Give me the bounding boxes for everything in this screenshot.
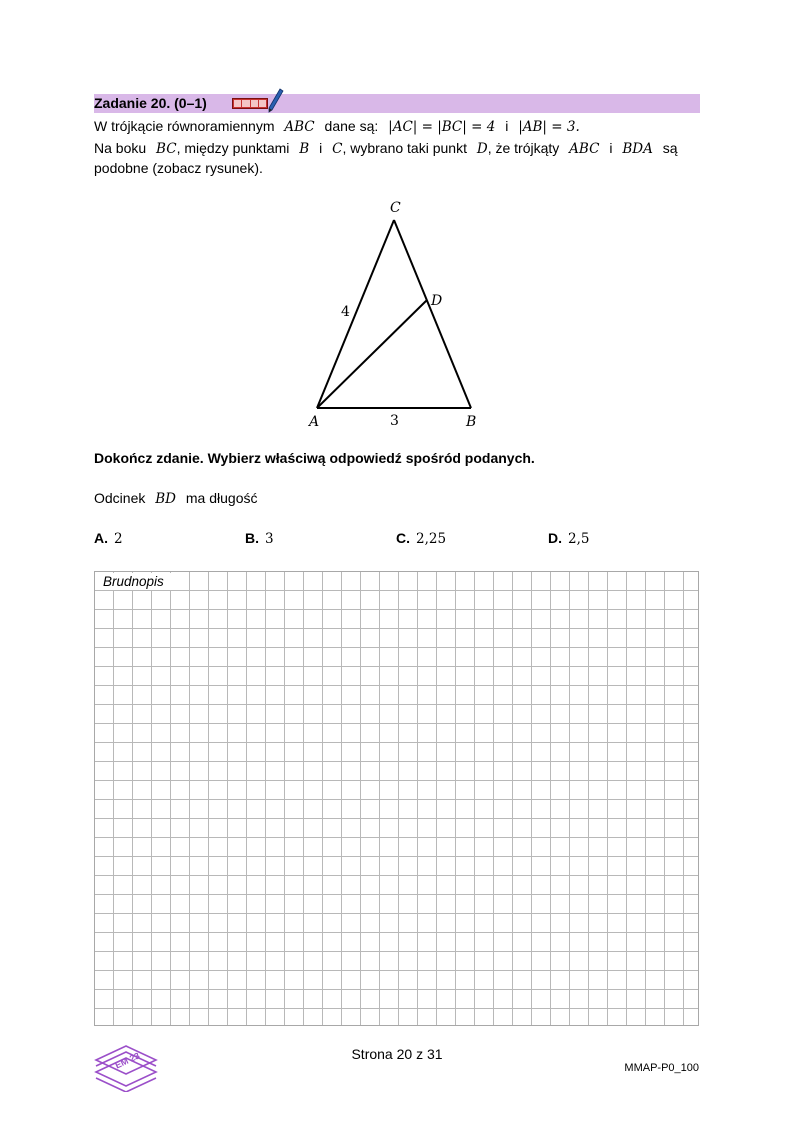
answer-value: 2,25 [416,531,447,547]
intro-line-3: podobne (zobacz rysunek). [94,160,263,176]
answer-value: 2 [114,531,123,547]
answer-option-d[interactable] [548,530,589,547]
scratchpad-grid[interactable] [94,571,699,1026]
math-bd: BD [155,491,176,507]
answer-value: 3 [265,531,274,547]
intro-text: i [319,140,323,156]
question-text: ma długość [185,490,258,506]
answer-option-b[interactable] [245,530,274,547]
segment-ad [317,300,427,408]
intro-text: , wybrano taki punkt [342,140,467,156]
intro-text: i [609,140,613,156]
triangle-figure [290,190,510,440]
side-ac [317,220,394,408]
answer-value: 2,5 [568,531,590,547]
intro-text: W trójkącie równoramiennym [94,118,275,134]
answer-letter: C. [396,530,410,546]
answer-options [94,530,700,550]
math-abc: ABC [284,119,315,135]
intro-line-2 [94,138,700,159]
logo-text: EM 23 [113,1050,142,1071]
answer-option-a[interactable] [94,530,123,547]
math-bda: BDA [622,141,653,157]
intro-text: , że trójkąty [487,140,560,156]
intro-text: dane są: [324,118,379,134]
label-d: D [431,293,443,309]
intro-text: i [505,118,509,134]
math-bc: BC [156,141,177,157]
question [94,490,257,507]
intro-text: Na boku [94,140,147,156]
answer-letter: A. [94,530,108,546]
answer-letter: B. [245,530,259,546]
question-text: Odcinek [94,490,146,506]
label-side-ab: 3 [390,413,399,429]
task-header [94,94,700,113]
math-c: C [332,141,343,157]
task-title: Zadanie 20. (0–1) [94,95,207,111]
pencil-icon [266,88,284,114]
scratchpad-label: Brudnopis [96,573,177,590]
label-a: A [309,414,320,430]
document-code: MMAP-P0_100 [624,1062,699,1074]
math-equation: |AB| = 3. [518,119,580,135]
label-c: C [390,200,401,216]
math-b: B [299,141,310,157]
math-equation: |AC| = |BC| = 4 [388,119,496,135]
side-bc [394,220,471,408]
calculator-icon [232,98,268,109]
math-abc: ABC [569,141,600,157]
intro-line-1 [94,116,580,137]
math-d: D [476,141,488,157]
label-side-ac: 4 [341,304,350,320]
label-b: B [466,414,477,430]
answer-option-c[interactable] [396,530,446,547]
intro-text: , między punktami [176,140,290,156]
intro-text: są [662,140,678,156]
page-number: Strona 20 z 31 [351,1046,443,1062]
instruction: Dokończ zdanie. Wybierz właściwą odpowiedź spośród podanych. [94,450,535,466]
answer-letter: D. [548,530,562,546]
